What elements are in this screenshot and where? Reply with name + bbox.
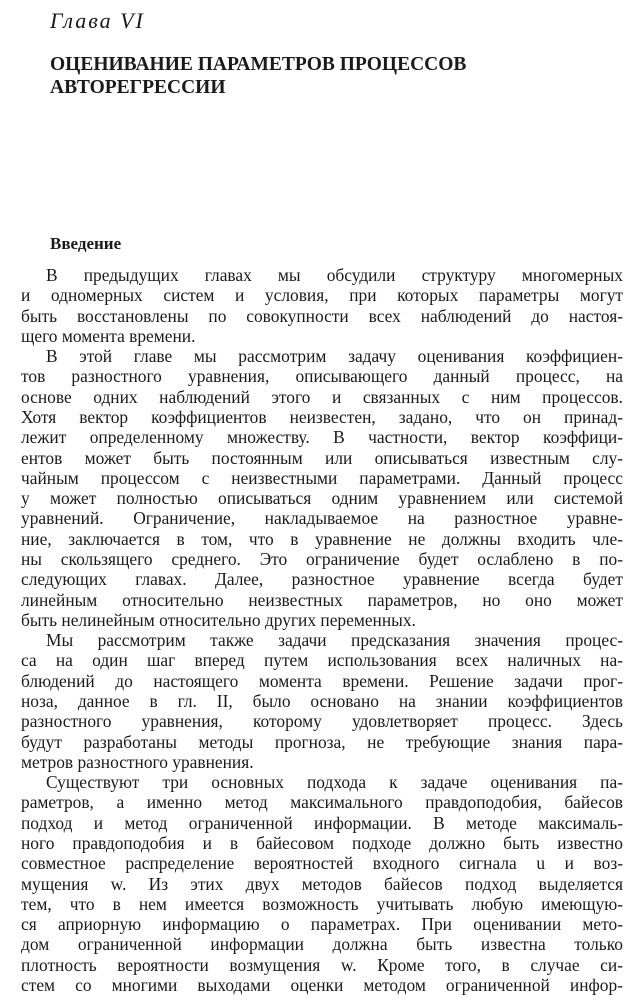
text-line: ноза, данное в гл. II, было основано на знании коэффициентов [21,691,623,711]
text-line: разностного уравнения, которому удовлетворяет процесс. Здесь [21,711,623,732]
text-line: быть нелинейным относительно других переменных. [21,609,416,630]
text-line: лежит определенному множеству. В частности, вектор коэффици- [21,427,623,448]
text-line: тем, что в нем имеется возможность учитывать любую имеющую- [21,893,623,914]
chapter-title [50,53,466,99]
text-line: ентов может быть постоянным или описываться известным слу- [21,447,623,468]
text-line: тов разностного уравнения, описывающего данный процесс, на [21,366,623,387]
text-line: блюдений до настоящего момента времени. Решение задачи прог- [21,670,623,691]
text-line: Хотя вектор коэффициентов неизвестен, задано, что он принад- [21,407,623,427]
text-line: щего момента времени. [21,325,196,346]
text-line: Существуют три основных подхода к задаче оценивания па- [46,772,623,793]
text-line: уравнений. Ограничение, накладываемое на разностное уравне- [21,508,623,529]
text-line: основе одних наблюдений этого и связанных с ним процессов. [21,386,623,407]
text-line: y может полностью описываться одним уравнением или системой [21,488,623,509]
section-heading: Введение [50,234,122,253]
text-line: В этой главе мы рассмотрим задачу оценивания коэффициен- [46,346,623,367]
text-line: быть восстановлены по совокупности всех наблюдений до настоя- [21,305,623,326]
text-line: линейным относительно неизвестных параметров, но оно может [21,589,623,610]
text-line: дом ограниченной информации должна быть известна только [21,934,623,955]
text-line: ние, заключается в том, что в уравнение не должны входить чле- [21,528,623,549]
chapter-title-line: ОЦЕНИВАНИЕ ПАРАМЕТРОВ ПРОЦЕССОВ [50,54,467,75]
text-line: подход и метод ограниченной информации. В методе максималь- [21,812,623,833]
text-line: плотность вероятности возмущения w. Кроме того, в случае си- [21,954,623,975]
text-line: будут разработаны методы прогноза, не требующие знания пара- [21,731,623,752]
text-line: ны скользящего среднего. Это ограничение будет ослаблено в по- [21,549,623,569]
text-line: метров разностного уравнения. [21,751,254,772]
text-line: и одномерных систем и условия, при которых параметры могут [21,285,623,306]
text-line: ного правдоподобия и в байесовом подходе должно быть известно [21,833,623,853]
text-line: совместное распределение вероятностей входного сигнала u и воз- [21,853,623,874]
text-line: чайным процессом с неизвестными параметрами. Данный процесс [21,467,623,488]
text-line: мущения w. Из этих двух методов байесов подход выделяется [21,873,623,894]
text-line: ся априорную информацию о параметрах. При оценивании мето- [21,914,623,935]
chapter-title-line: АВТОРЕГРЕССИИ [50,77,226,98]
text-line: следующих главах. Далее, разностное уравнение всегда будет [21,569,623,590]
chapter-label: Глава VI [50,8,145,33]
text-line: раметров, а именно метод максимального правдоподобия, байесов [21,792,623,813]
text-line: са на один шаг вперед путем использования всех наличных на- [21,650,623,671]
text-line: В предыдущих главах мы обсудили структуру многомерных [46,265,623,285]
text-line: стем со многими выходами оценки методом ограниченной инфор- [21,975,623,995]
text-line: Мы рассмотрим также задачи предсказания значения процес- [46,630,623,651]
